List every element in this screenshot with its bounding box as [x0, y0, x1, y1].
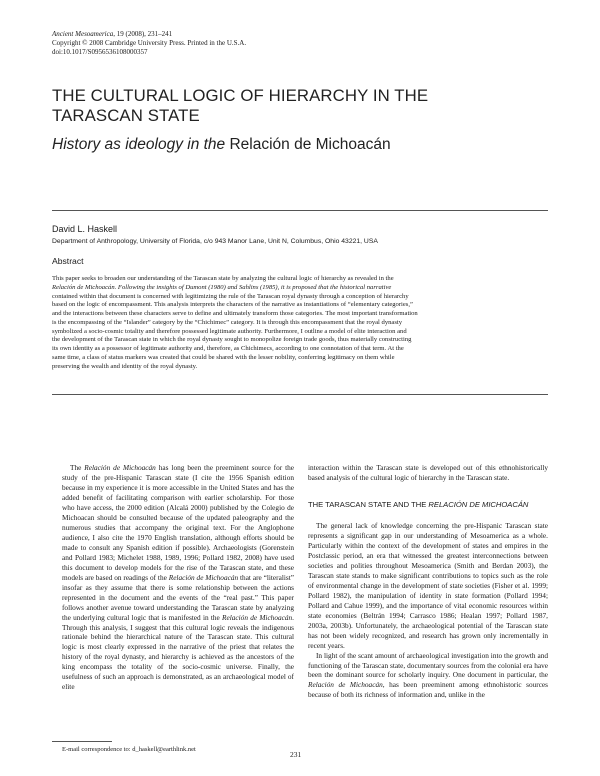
copyright-line: Copyright © 2008 Cambridge University Press. Printed in the U.S.A. — [52, 39, 247, 48]
italic-title: Relación de Michoacán — [308, 680, 383, 690]
subtitle-italic: History as ideology in the — [52, 136, 226, 153]
title-divider — [52, 210, 548, 211]
journal-citation — [52, 30, 452, 39]
abstract-line: This paper seeks to broaden our understanding of the Tarascan state by analyzing the cultural logic of hierarchy as revealed in the — [52, 275, 394, 282]
article-subtitle — [52, 136, 522, 154]
abstract-line: based on the logic of encompassment. This analysis interprets the characters of the narrative as instantiations of “elementary categories,” — [52, 301, 413, 309]
correspondence-footnote: E-mail correspondence to: d_haskell@earthlink.net — [62, 746, 196, 753]
section-paragraph-2 — [308, 651, 548, 701]
text-run: that are “literalist” insofar as they assume that there is some relationship between the actions represented in the document and the events of the “real past.” This paper follows another avenue toward understanding the Tarascan state by analyzing the underlying cultural logic that is manifested in the — [62, 572, 294, 622]
abstract-line: contained within that document is concerned with legitimizing the rule of the Tarascan royal dynasty through a conception of hierarchy — [52, 292, 409, 300]
author-name: David L. Haskell — [52, 224, 118, 234]
abstract-line: symbolized a socio-cosmic totality and therefore possessed legitimate authority. Furthermore, I outline a model of elite interaction and — [52, 327, 407, 335]
text-run: . Through this analysis, I suggest that this cultural logic reveals the indigenous rationale behind the hierarchical nature of the Tarascan state. This cultural logic is most clearly expressed in the narrative of the priest that relates the history of the royal dynasty, and hierarchy is achieved as the ancestors of the king encompass the totality of the socio-cosmic universe. Finally, the usefulness of such an approach is demonstrated, as an archaeological model of elite — [62, 612, 294, 692]
doi-line: doi:10.1017/S0956536108000357 — [52, 48, 148, 57]
abstract-line: the development of the Tarascan state in which the royal dynasty sought to monopolize foreign trade goods, thus materially constructing — [52, 336, 412, 344]
continuation-paragraph: interaction within the Tarascan state is developed out of this ethnohistorically based analysis of the cultural logic of hierarchy in the Tarascan state. — [308, 463, 548, 482]
page-number: 231 — [290, 750, 302, 759]
section-heading-plain: THE TARASCAN STATE AND THE — [308, 499, 429, 509]
journal-name: Ancient Mesoamerica — [52, 30, 114, 38]
abstract-line-text: Relación de Michoacán. Following the insights of Dumont (1980) and Sahlins (1985), it is proposed that the historical narrative — [52, 283, 392, 291]
abstract-line: preserving the wealth and identity of the royal dynasty. — [52, 362, 198, 370]
abstract-line: and the interactions between these characters serve to define and ultimately transform those categories. The most important transformation — [52, 310, 418, 317]
abstract-line: is the encompassing of the “Islander” category by the “Chichimec” category. It is through this encompassment that the royal dynasty — [52, 318, 403, 326]
section-heading-italic: RELACIÓN DE MICHOACÁN — [428, 499, 529, 509]
volume-info: , 19 (2008), 231–241 — [113, 30, 173, 38]
title-line-2: TARASCAN STATE — [52, 106, 200, 125]
abstract-line: same time, a class of status markers was created that could be shared with the lesser nobility, conferring legitimacy on them while — [52, 353, 395, 361]
abstract-line — [52, 284, 492, 293]
italic-title: Relación de Michoacán — [168, 572, 239, 582]
italic-title: Relación de Michoacán — [222, 612, 293, 622]
section-paragraph-1: The general lack of knowledge concerning the pre-Hispanic Tarascan state represents a significant gap in our understanding of Mesoamerica as a whole. Particularly within the context of the development of states and empires in the Postclassic period, an era that witnessed the greatest interconnections between societies and polities throughout Mesoamerica (Smith and Berdan 2003), the Tarascan state stands to make significant contributions to topics such as the role of environmental change in the development of state societies (Fisher et al. 1999; Pollard 1982), the manipulation of identity in state formation (Pollard 1994; Pollard and Cahue 1999), and the importance of vital economic resources within state economies (Beltrán 1994; Carrasco 1986; Healan 1997; Pollard 1987, 2003a, 2003b). Unfortunately, the archaeological potential of the Tarascan state has not been widely recognized, and research has grown only incrementally in recent years. — [308, 520, 548, 650]
journal-header — [52, 30, 452, 58]
author-affiliation: Department of Anthropology, University of Florida, c/o 943 Manor Lane, Unit N, Columbus, Ohio 43221, USA — [52, 238, 378, 245]
text-run: has long been the preeminent source for the study of the pre-Hispanic Tarascan state (I cite the 1956 Spanish edition because in my experience it is more accessible in the United States and has the added benefit of facilitating comparison with earlier scholarship. For those who have access, the 2000 edition (Alcalá 2000) published by the Colegio de Michoacan should be consulted because of the updated paleography and the numerous studies that accompany the original text. For the Anglophone audience, I also cite the 1970 English translation, although efforts should be made to consult any Spanish edition if possible). Archaeologists (Gorenstein and Pollard 1983; Michelet 1988, 1989, 1996; Pollard 1982, 2008) have used this document to develop models for the rise of the Tarascan state, and these models are based on readings of the — [62, 463, 295, 582]
abstract-heading: Abstract — [52, 256, 84, 266]
left-column — [62, 463, 294, 692]
text-run: , has been preeminent among ethnohistoric sources because of both its richness of information and, unlike in the — [308, 680, 549, 700]
text-run: The — [70, 463, 85, 472]
right-column — [308, 463, 548, 700]
footnote-divider — [52, 741, 112, 742]
subtitle-plain: Relación de Michoacán — [225, 136, 391, 153]
intro-paragraph — [62, 463, 294, 692]
title-line-1: THE CULTURAL LOGIC OF HIERARCHY IN THE — [52, 86, 429, 105]
article-title — [52, 86, 522, 126]
section-heading — [308, 500, 548, 510]
abstract-body — [52, 275, 492, 371]
abstract-line: its own identity as a possessor of legitimate authority and, therefore, as Chichimecs, according to one connotation of that term. At the — [52, 345, 404, 352]
abstract-divider — [52, 394, 548, 395]
text-run: In light of the scant amount of archaeological investigation into the growth and functioning of the Tarascan state, documentary sources from the colonial era have been the dominant source for scholarly inquiry. One document in particular, the — [308, 650, 548, 680]
italic-title: Relación de Michoacán — [84, 463, 156, 472]
